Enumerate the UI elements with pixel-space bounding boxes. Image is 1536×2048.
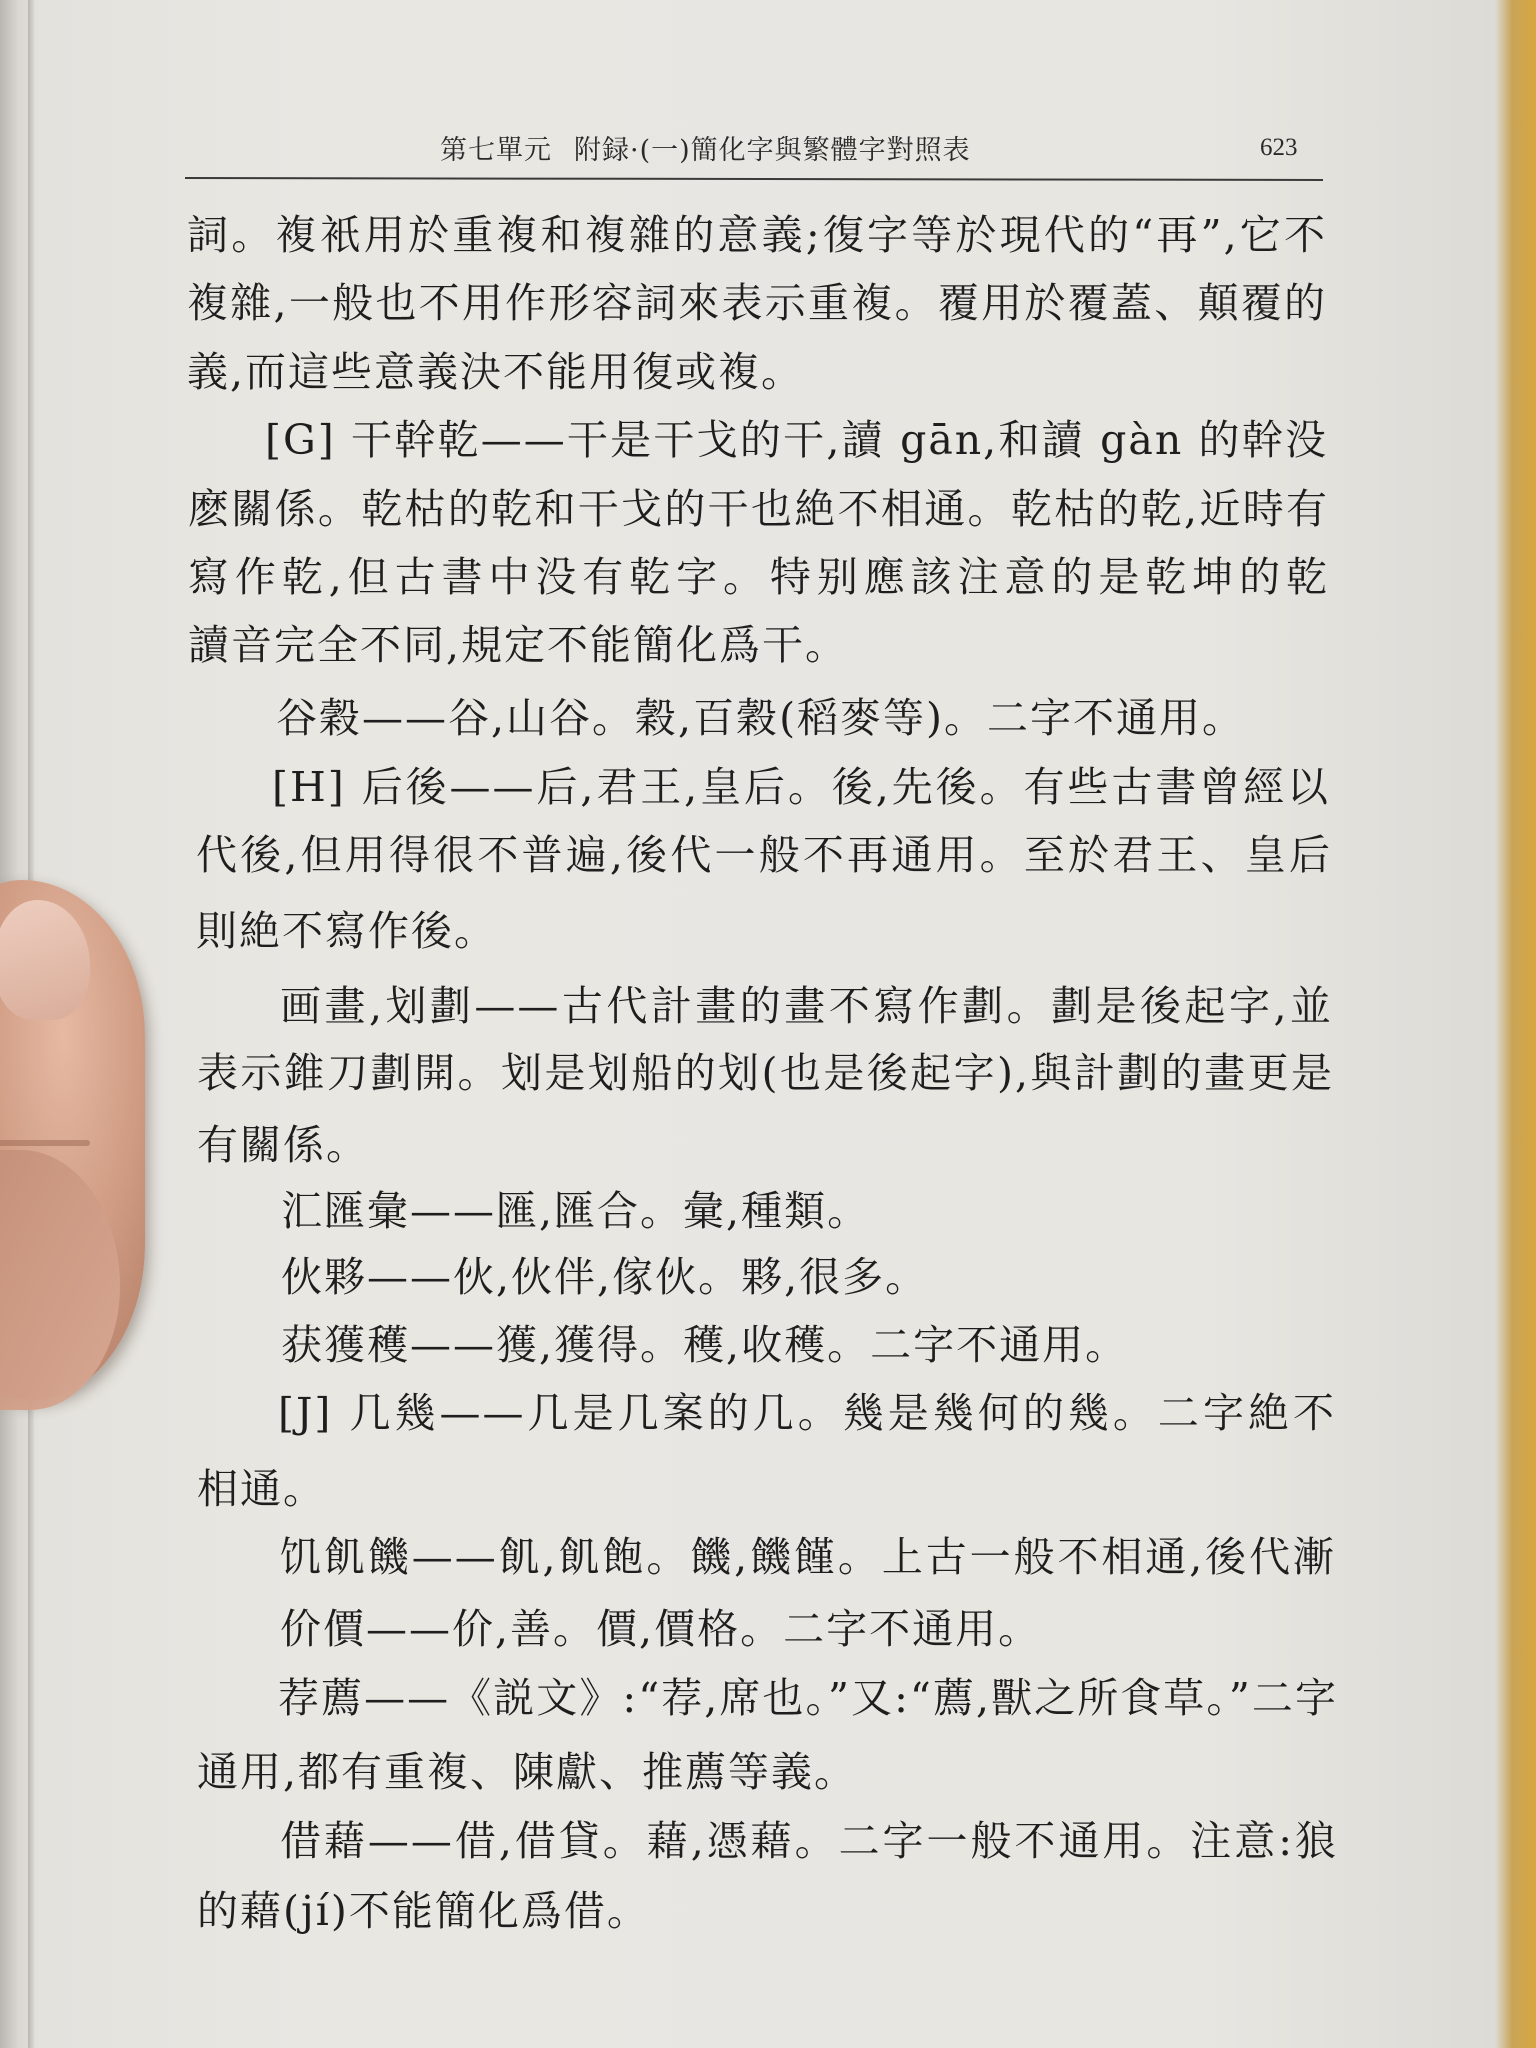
text-line: 价價——价,善。價,價格。二字不通用。 [280, 1605, 1042, 1653]
text-line: [G] 干幹乾——干是干戈的干,讀 gān,和讀 gàn 的幹没 [265, 416, 1328, 464]
text-line: 有關係。 [197, 1121, 369, 1169]
text-line: 表示錐刀劃開。划是划船的划(也是後起字),與計劃的畫更是 [197, 1049, 1334, 1097]
text-line: 相通。 [197, 1465, 326, 1513]
text-line: [J] 几幾——几是几案的几。幾是幾何的幾。二字絶不 [278, 1389, 1336, 1437]
text-line: [H] 后後——后,君王,皇后。後,先後。有些古書曾經以 [272, 763, 1330, 811]
text-line: 通用,都有重複、陳獻、推薦等義。 [197, 1748, 858, 1796]
section-title: 附録·(一)簡化字與繁體字對照表 [574, 135, 971, 166]
text-line: 借藉——借,借貸。藉,憑藉。二字一般不通用。注意:狼 [280, 1817, 1338, 1865]
text-line: 寫作乾,但古書中没有乾字。特别應該注意的是乾坤的乾 [188, 553, 1329, 601]
text-line: 麽關係。乾枯的乾和干戈的干也絶不相通。乾枯的乾,近時有 [188, 485, 1329, 533]
text-line: 複雜,一般也不用作形容詞來表示重複。覆用於覆蓋、顛覆的 [187, 279, 1327, 327]
text-line: 義,而這些意義決不能用復或複。 [187, 348, 805, 396]
knuckle-crease [0, 1140, 90, 1146]
text-line: 谷穀——谷,山谷。穀,百穀(稻麥等)。二字不通用。 [276, 694, 1246, 742]
text-line: 的藉(jí)不能簡化爲借。 [197, 1887, 650, 1935]
page-number: 623 [1260, 134, 1298, 161]
text-line: 饥飢饑——飢,飢飽。饑,饑饉。上古一般不相通,後代漸 [280, 1533, 1336, 1581]
running-header [440, 128, 993, 167]
text-line: 詞。複衹用於重複和複雜的意義;復字等於現代的“再”,它不 [187, 211, 1327, 259]
thumbnail [0, 900, 90, 1020]
chapter-title: 第七單元 [440, 135, 552, 166]
text-line: 讀音完全不同,規定不能簡化爲干。 [188, 621, 849, 669]
header-rule [185, 177, 1323, 181]
text-line: 代後,但用得很不普遍,後代一般不再通用。至於君王、皇后 [196, 831, 1332, 879]
text-line: 获獲穫——獲,獲得。穫,收穫。二字不通用。 [281, 1321, 1129, 1369]
text-line: 伙夥——伙,伙伴,傢伙。夥,很多。 [281, 1253, 929, 1301]
text-line: 画畫,划劃——古代計畫的畫不寫作劃。劃是後起字,並 [280, 982, 1333, 1030]
text-line: 荐薦——《説文》:“荐,席也。”又:“薦,獸之所食草。”二字 [278, 1674, 1338, 1722]
text-line: 汇匯彙——匯,匯合。彙,種類。 [281, 1187, 871, 1235]
text-line: 則絶不寫作後。 [196, 907, 497, 955]
